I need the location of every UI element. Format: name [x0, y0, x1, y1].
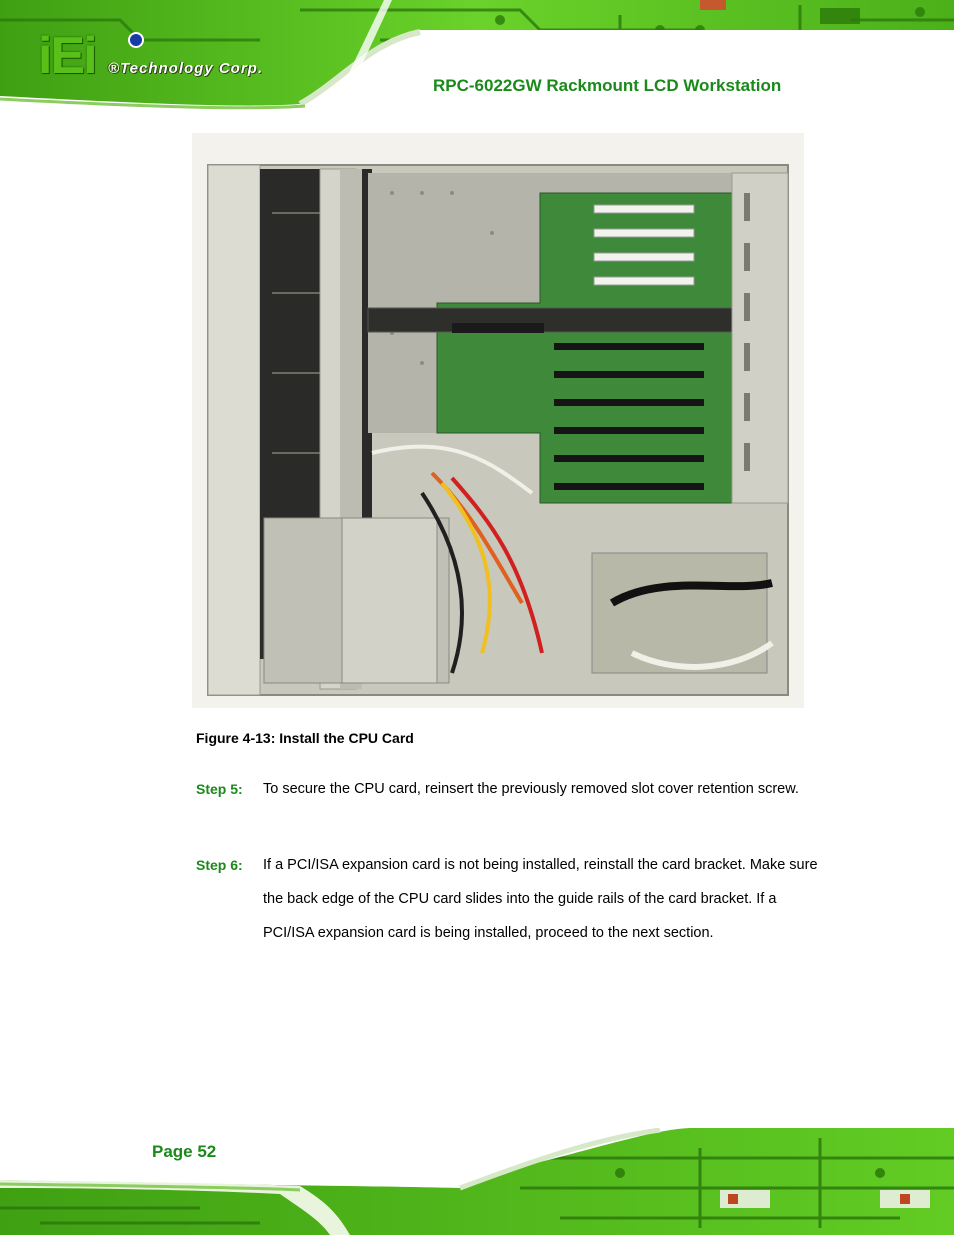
step-text: To secure the CPU card, reinsert the previously removed slot cover retention screw. [263, 781, 799, 797]
logo-letters: iEi [38, 27, 96, 85]
document-title: RPC-6022GW Rackmount LCD Workstation [433, 76, 782, 95]
page-footer [0, 1128, 954, 1235]
figure-caption: Figure 4-13: Install the CPU Card [196, 730, 414, 746]
chassis-interior-illustration [192, 133, 804, 708]
circuit-board-footer-graphic [0, 1128, 954, 1235]
cpu-card-install-photo [192, 133, 804, 708]
iei-logo [38, 27, 298, 86]
logo-dot-icon [128, 32, 144, 48]
step-label: Step 5: [196, 781, 243, 797]
page-number: Page 52 [152, 1142, 217, 1161]
step-label: Step 6: [196, 857, 243, 873]
page-header [0, 0, 954, 112]
logo-corp-text: ®Technology Corp. [108, 60, 263, 77]
step-text: If a PCI/ISA expansion card is not being installed, reinstall the card bracket. Make sure the back edge of the CPU card slides into the guide rails of the card bracket. If a PCI/ISA expansion card is being installed, proceed to the next section. [263, 857, 818, 941]
